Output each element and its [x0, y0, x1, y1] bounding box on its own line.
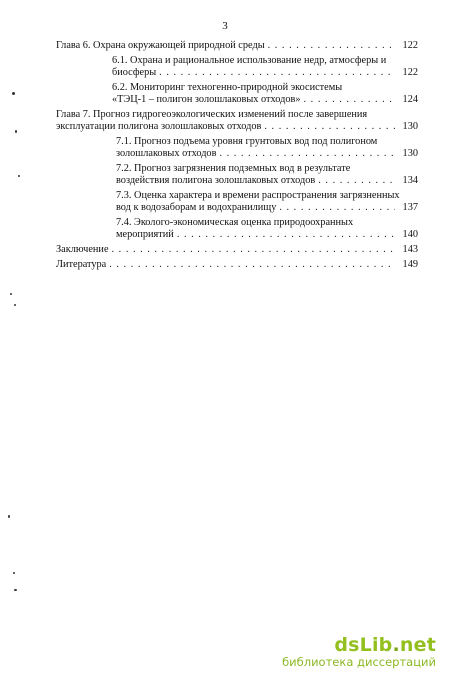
toc-page-number: 130	[402, 121, 418, 132]
toc-entry-title: 6.2. Мониторинг техногенно-природной экосистемы	[112, 82, 343, 93]
toc-page-number: 122	[402, 40, 418, 51]
scan-speck	[18, 175, 20, 177]
dot-leader	[109, 259, 395, 271]
toc-entry-title-cont: биосферы	[112, 67, 157, 78]
toc-entry-section-6-1[interactable]	[56, 55, 418, 79]
page-number: 3	[222, 20, 228, 32]
toc-entry-title: Глава 6. Охрана окружающей природной среды	[56, 40, 265, 51]
toc-entry-section-7-4[interactable]	[56, 217, 418, 241]
toc-entry-title: Глава 7. Прогноз гидрогеоэкологических изменений после завершения	[56, 109, 368, 120]
toc-page-number: 143	[402, 244, 418, 255]
scan-speck	[13, 572, 15, 574]
toc-entry-section-7-3[interactable]	[56, 190, 418, 214]
dot-leader	[268, 40, 395, 52]
toc-entry-literature[interactable]	[56, 259, 418, 271]
dot-leader	[177, 229, 395, 241]
toc-entry-title: 7.3. Оценка характера и времени распространения загрязненных	[116, 190, 400, 201]
toc-entry-title: 7.2. Прогноз загрязнения подземных вод в результате	[116, 163, 351, 174]
toc-page-number: 140	[402, 229, 418, 240]
toc-page-number: 137	[402, 202, 418, 213]
scan-speck	[10, 293, 12, 295]
toc-entry-title-cont: «ТЭЦ-1 – полигон золошлаковых отходов»	[112, 94, 301, 105]
dot-leader	[264, 121, 395, 133]
watermark-subtitle: библиотека диссертаций	[282, 655, 436, 669]
scan-speck	[12, 92, 15, 95]
watermark-logo: dsLib.net	[334, 634, 436, 656]
dot-leader	[318, 175, 395, 187]
toc-entry-title-cont: золошлаковых отходов	[116, 148, 217, 159]
toc-entry-chapter-6[interactable]	[56, 40, 418, 52]
toc-entry-conclusion[interactable]	[56, 244, 418, 256]
toc-entry-title: Заключение	[56, 244, 109, 255]
table-of-contents	[56, 40, 418, 274]
dot-leader	[112, 244, 395, 256]
dot-leader	[304, 94, 395, 106]
dot-leader	[279, 202, 395, 214]
toc-entry-section-7-2[interactable]	[56, 163, 418, 187]
toc-page-number: 149	[402, 259, 418, 270]
toc-page-number: 124	[402, 94, 418, 105]
watermark	[282, 635, 436, 669]
toc-entry-title-cont: мероприятий	[116, 229, 174, 240]
toc-page-number: 130	[402, 148, 418, 159]
toc-entry-title: 7.1. Прогноз подъема уровня грунтовых вод под полигоном	[116, 136, 378, 147]
toc-entry-chapter-7[interactable]	[56, 109, 418, 133]
toc-entry-section-6-2[interactable]	[56, 82, 418, 106]
toc-entry-title: 6.1. Охрана и рациональное использование недр, атмосферы и	[112, 55, 387, 66]
toc-entry-title-cont: воздействия полигона золошлаковых отходов	[116, 175, 316, 186]
toc-entry-title: 7.4. Эколого-экономическая оценка природоохранных	[116, 217, 354, 228]
scan-speck	[14, 304, 16, 306]
scan-speck	[14, 589, 17, 591]
toc-entry-section-7-1[interactable]	[56, 136, 418, 160]
scan-speck	[8, 515, 10, 518]
scan-speck	[15, 130, 17, 133]
dot-leader	[159, 67, 395, 79]
toc-page-number: 122	[402, 67, 418, 78]
toc-entry-title-cont: вод к водозаборам и водохранилищу	[116, 202, 277, 213]
toc-page-number: 134	[402, 175, 418, 186]
dot-leader	[219, 148, 395, 160]
toc-entry-title-cont: эксплуатации полигона золошлаковых отходов	[56, 121, 262, 132]
toc-entry-title: Литература	[56, 259, 107, 270]
